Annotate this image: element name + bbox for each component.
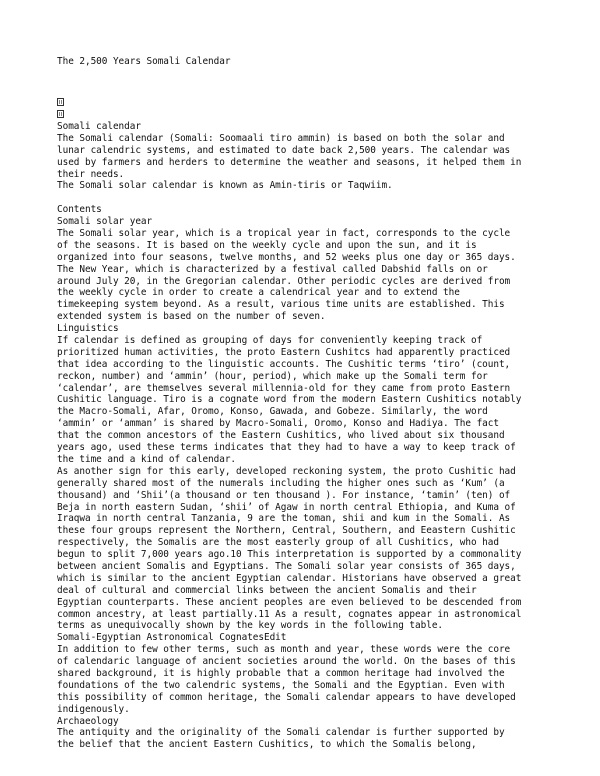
text-line: ‘calendar’, are themselves several millennia-old for they came from proto Eastern (57, 382, 511, 394)
text-line: The antiquity and the originality of the Somali calendar is further supported by (57, 727, 505, 739)
missing-glyph-icon (57, 110, 64, 118)
text-line: the belief that the ancient Eastern Cushitics, to which the Somalis belong, (57, 739, 477, 751)
text-line: ‘ammin’ or ‘amman’ is shared by Macro-Somali, Oromo, Konso and Hadiya. The fact (57, 418, 499, 430)
text-line: generally shared most of the numerals including the higher ones such as ‘Kum’ (a (57, 477, 505, 489)
text-line: Somali solar year (57, 216, 153, 228)
text-line: prioritized human activities, the proto Eastern Cushitcs had apparently practiced (57, 346, 511, 358)
text-line (57, 192, 597, 204)
text-line: that idea according to the linguistic accounts. The Cushitic terms ‘tiro’ (count, (57, 358, 511, 370)
text-line: common ancestry, at least partially.11 As a result, cognates appear in astronomical (57, 608, 522, 620)
text-line: Beja in north eastern Sudan, ‘shii’ of Agaw in north central Ethiopia, and Kuma of (57, 501, 516, 513)
text-line: Somali calendar (57, 121, 141, 132)
text-line: Archaeology (57, 715, 119, 727)
text-line: that the common ancestors of the Eastern Cushitics, who lived about six thousand (57, 430, 505, 442)
text-line: these four groups represent the Northern, Central, Southern, and Eeastern Cushitic (57, 525, 516, 537)
text-line: the time and a kind of calendar. (57, 453, 237, 465)
text-line: thousand) and ‘Shii’(a thousand or ten thousand ). For instance, ‘tamin’ (ten) of (57, 489, 511, 501)
document-title: The 2,500 Years Somali Calendar (57, 56, 231, 67)
text-line: around July 20, in the Gregorian calendar. Other periodic cycles are derived from (57, 275, 511, 287)
text-line: timekeeping system beyond. As a result, various time units are established. This (57, 299, 505, 311)
text-line: the weekly cycle in order to create a calendrical year and to extend the (57, 287, 460, 299)
text-line: respectively, the Somalis are the most easterly group of all Cushitics, who had (57, 537, 499, 549)
text-line: organized into four seasons, twelve months, and 52 weeks plus one day or 365 days. (57, 251, 516, 263)
document-body (57, 121, 597, 751)
text-line: years ago, used these terms indicates that they had to have a way to keep track of (57, 442, 516, 454)
text-line: of the seasons. It is based on the weekly cycle and upon the sun, and it is (57, 239, 477, 251)
text-line: used by farmers and herders to determine the weather and seasons, it helped them in (57, 156, 522, 168)
text-line: Somali-Egyptian Astronomical CognatesEdit (57, 632, 287, 644)
text-line: their needs. (57, 168, 125, 180)
missing-glyph-markers (57, 98, 64, 122)
text-line: which is similar to the ancient Egyptian calendar. Historians have observed a great (57, 572, 522, 584)
text-line: lunar calendric systems, and estimated to date back 2,500 years. The calendar was (57, 144, 511, 156)
text-line: In addition to few other terms, such as month and year, these words were the core (57, 644, 511, 656)
text-line: terms as unequivocally shown by the key words in the following table. (57, 620, 444, 632)
text-line: between ancient Somalis and Egyptians. The Somali solar year consists of 365 days, (57, 560, 516, 572)
text-line: Cushitic language. Tiro is a cognate word from the modern Eastern Cushitics notably (57, 394, 522, 406)
text-line: If calendar is defined as grouping of days for conveniently keeping track of (57, 335, 483, 347)
text-line: the Macro-Somali, Afar, Oromo, Konso, Gawada, and Gobeze. Similarly, the word (57, 406, 488, 418)
text-line: As another sign for this early, developed reckoning system, the proto Cushitic had (57, 465, 516, 477)
text-line: begun to split 7,000 years ago.10 This interpretation is supported by a commonality (57, 549, 522, 561)
text-line: reckon, number) and ‘ammin’ (hour, period), which make up the Somali term for (57, 370, 488, 382)
text-line: this possibility of common heritage, the Somali calendar appears to have developed (57, 691, 516, 703)
text-line: of calendaric language of ancient societies around the world. On the bases of this (57, 656, 516, 668)
text-line: Egyptian counterparts. These ancient peoples are even believed to be descended from (57, 596, 522, 608)
text-line: Contents (57, 204, 102, 216)
text-line: deal of cultural and commercial links between the ancient Somalis and their (57, 584, 477, 596)
text-line: indigenously. (57, 703, 130, 715)
text-line: foundations of the two calendric systems, the Somali and the Egyptian. Even with (57, 679, 505, 691)
text-line: extended system is based on the number of seven. (57, 311, 326, 323)
text-line: Linguistics (57, 323, 119, 335)
text-line: The New Year, which is characterized by a festival called Dabshid falls on or (57, 263, 488, 275)
text-line: The Somali solar year, which is a tropical year in fact, corresponds to the cycle (57, 228, 511, 240)
text-line: Iraqwa in north central Tanzania, 9 are the toman, shii and kum in the Somali. As (57, 513, 511, 525)
text-line: shared background, it is highly probable that a common heritage had involved the (57, 667, 505, 679)
missing-glyph-icon (57, 98, 64, 106)
text-line: The Somali calendar (Somali: Soomaali tiro ammin) is based on both the solar and (57, 132, 505, 144)
text-line: The Somali solar calendar is known as Amin-tiris or Taqwiim. (57, 180, 393, 192)
